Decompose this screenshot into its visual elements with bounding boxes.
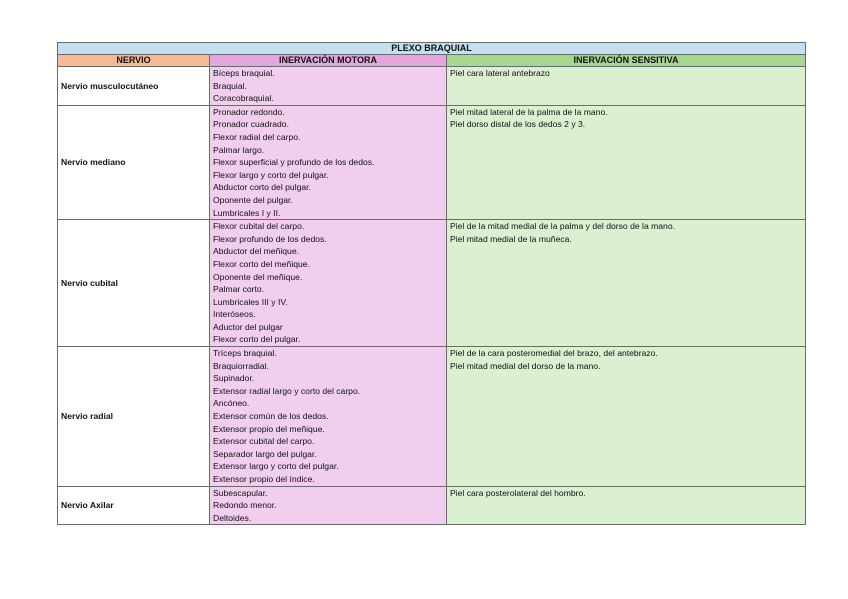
motor-muscle-item: Ancóneo.: [213, 398, 250, 409]
table-row: [58, 67, 806, 106]
sensory-area-item: Piel mitad medial de la muñeca.: [450, 233, 572, 244]
motor-muscle-item: Extensor largo y corto del pulgar.: [213, 461, 339, 472]
motor-muscle-item: Pronador redondo.: [213, 106, 285, 117]
nerve-name-cell: Nervio mediano: [58, 105, 210, 219]
table-row: [58, 220, 806, 347]
motor-muscle-item: Palmar largo.: [213, 144, 265, 155]
motor-muscle-item: Pronador cuadrado.: [213, 119, 289, 130]
motor-muscle-item: Interóseos.: [213, 309, 256, 320]
motor-muscle-item: Tríceps braquial.: [213, 348, 277, 359]
sensory-innervation-cell: [447, 220, 806, 347]
sensory-area-item: Piel cara lateral antebrazo: [450, 68, 550, 78]
motor-muscle-item: Palmar corto.: [213, 284, 265, 295]
motor-muscle-item: Oponente del pulgar.: [213, 194, 293, 205]
sensory-innervation-cell: [447, 347, 806, 487]
table-row: [58, 347, 806, 487]
sensory-area-item: Piel mitad medial del dorso de la mano.: [450, 360, 601, 371]
motor-innervation-cell: [210, 67, 447, 106]
motor-muscle-item: Flexor corto del meñique.: [213, 258, 310, 269]
motor-muscle-item: Coracobraquial.: [213, 93, 274, 104]
motor-muscle-item: Braquiorradial.: [213, 360, 269, 371]
motor-muscle-item: Abductor corto del pulgar.: [213, 182, 311, 193]
brachial-plexus-sheet: [57, 42, 805, 525]
sensory-area-item: Piel mitad lateral de la palma de la mano.: [450, 106, 608, 117]
sensory-area-item: Piel dorso distal de los dedos 2 y 3.: [450, 119, 586, 130]
motor-muscle-item: Flexor profundo de los dedos.: [213, 233, 327, 244]
sensory-area-item: Piel de la mitad medial de la palma y del dorso de la mano.: [450, 221, 675, 232]
motor-muscle-item: Flexor superficial y profundo de los dedos.: [213, 157, 375, 168]
motor-muscle-item: Redondo menor.: [213, 500, 277, 511]
motor-innervation-cell: [210, 347, 447, 487]
motor-muscle-item: Deltoides.: [213, 512, 252, 523]
motor-muscle-item: Subescapular.: [213, 487, 268, 498]
motor-muscle-item: Extensor cubital del carpo.: [213, 436, 315, 447]
motor-innervation-cell: [210, 105, 447, 219]
motor-muscle-item: Lumbricales I y II.: [213, 207, 281, 218]
sensory-innervation-cell: [447, 105, 806, 219]
table-body: [58, 67, 806, 525]
brachial-plexus-table: [57, 42, 806, 525]
motor-muscle-item: Braquial.: [213, 80, 247, 91]
motor-muscle-item: Separador largo del pulgar.: [213, 448, 317, 459]
motor-muscle-item: Extensor propio del meñique.: [213, 423, 325, 434]
header-sensitiva: INERVACIÓN SENSITIVA: [447, 55, 806, 67]
nerve-name-cell: Nervio Axilar: [58, 486, 210, 525]
motor-muscle-item: Bíceps braquial.: [213, 68, 275, 78]
motor-muscle-item: Extensor propio del índice.: [213, 474, 315, 484]
motor-muscle-item: Aductor del pulgar: [213, 321, 283, 332]
header-row: [58, 55, 806, 67]
table-row: [58, 486, 806, 525]
header-nervio: NERVIO: [58, 55, 210, 67]
header-motora: INERVACIÓN MOTORA: [210, 55, 447, 67]
motor-muscle-item: Flexor cubital del carpo.: [213, 221, 305, 232]
sensory-innervation-cell: [447, 486, 806, 525]
nerve-name-cell: Nervio musculocutáneo: [58, 67, 210, 106]
motor-muscle-item: Flexor corto del pulgar.: [213, 334, 301, 345]
title-row: [58, 43, 806, 55]
sensory-innervation-cell: [447, 67, 806, 106]
nerve-name-cell: Nervio radial: [58, 347, 210, 487]
sensory-area-item: Piel de la cara posteromedial del brazo, del antebrazo.: [450, 348, 658, 359]
motor-muscle-item: Flexor largo y corto del pulgar.: [213, 169, 329, 180]
motor-muscle-item: Lumbricales III y IV.: [213, 296, 288, 307]
motor-innervation-cell: [210, 220, 447, 347]
sensory-area-item: Piel cara posterolateral del hombro.: [450, 487, 586, 498]
motor-muscle-item: Extensor común de los dedos.: [213, 411, 329, 422]
motor-innervation-cell: [210, 486, 447, 525]
table-row: [58, 105, 806, 219]
motor-muscle-item: Extensor radial largo y corto del carpo.: [213, 385, 361, 396]
table-title: PLEXO BRAQUIAL: [58, 43, 806, 55]
motor-muscle-item: Supinador.: [213, 373, 255, 384]
nerve-name-cell: Nervio cubital: [58, 220, 210, 347]
motor-muscle-item: Oponente del meñique.: [213, 271, 303, 282]
motor-muscle-item: Abductor del meñique.: [213, 246, 299, 257]
motor-muscle-item: Flexor radial del carpo.: [213, 131, 301, 142]
